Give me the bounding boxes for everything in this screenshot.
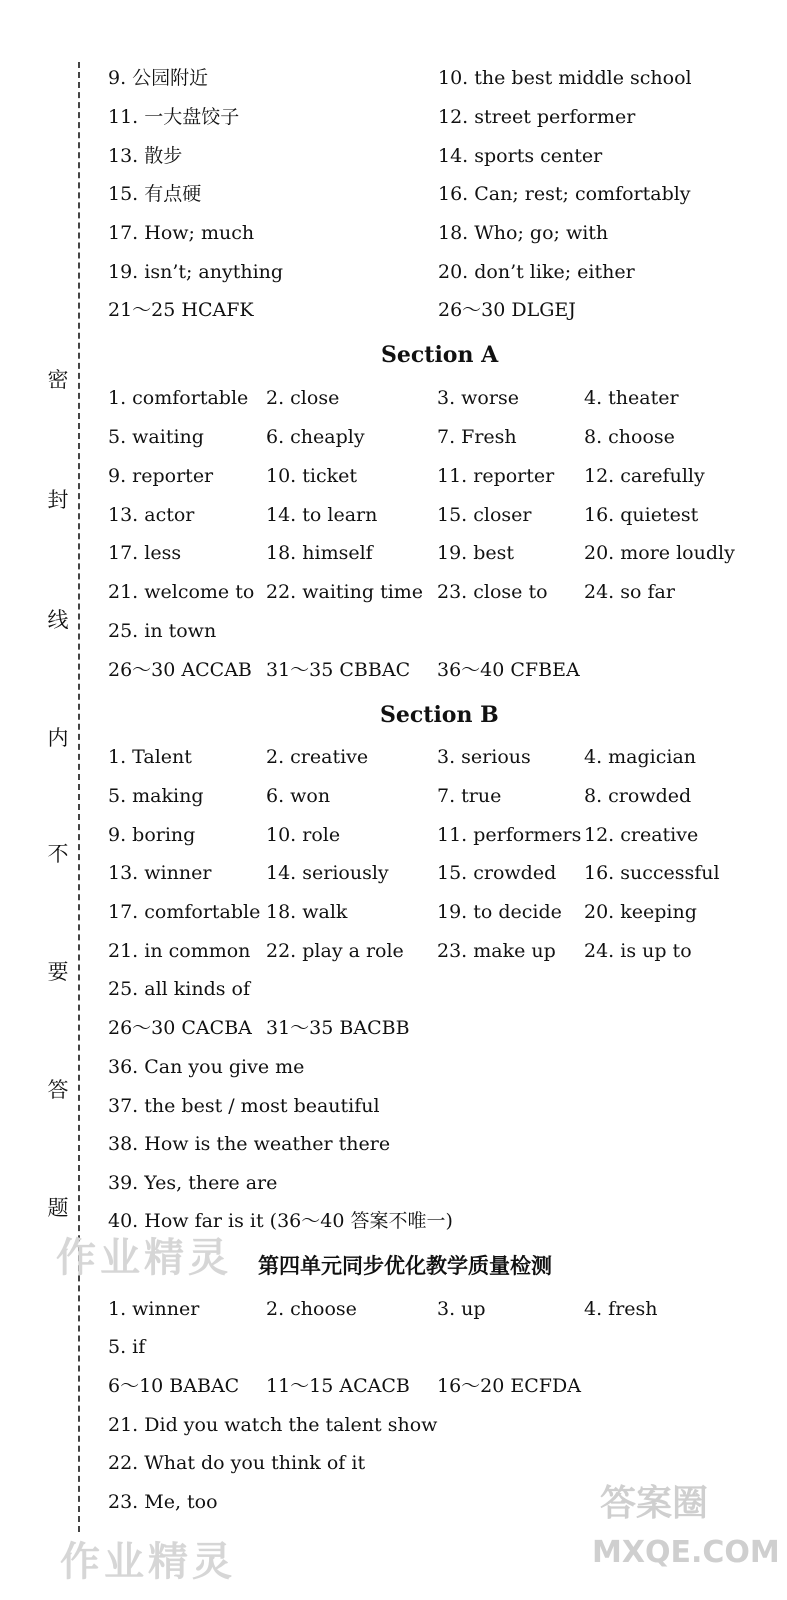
answer-item: 13. actor: [108, 504, 195, 526]
answer-item: 6. cheaply: [266, 426, 365, 448]
answer-item: 26～30 DLGEJ: [438, 299, 576, 321]
answer-item: 5. if: [108, 1336, 146, 1358]
watermark: 作业精灵: [56, 1235, 232, 1281]
answer-item: 9. boring: [108, 824, 196, 846]
section-a-heading: Section A: [381, 342, 499, 368]
answer-item: 31～35 CBBAC: [266, 659, 411, 681]
answer-item: 24. is up to: [584, 940, 692, 962]
answer-item: 18. walk: [266, 901, 348, 923]
answer-item: 6～10 BABAC: [108, 1375, 240, 1397]
section-b-heading: Section B: [380, 702, 499, 728]
answer-item: 10. the best middle school: [438, 67, 692, 89]
answer-item: 23. Me, too: [108, 1491, 218, 1513]
answer-item: 15. 有点硬: [108, 183, 202, 205]
answer-item: 15. closer: [437, 504, 532, 526]
answer-item: 37. the best / most beautiful: [108, 1095, 380, 1117]
answer-item: 1. Talent: [108, 746, 192, 768]
answer-item: 5. waiting: [108, 426, 204, 448]
answer-item: 12. carefully: [584, 465, 705, 487]
answer-item: 22. waiting time: [266, 581, 424, 603]
answer-item: 7. Fresh: [437, 426, 517, 448]
answer-item: 15. crowded: [437, 862, 557, 884]
answer-item: 13. winner: [108, 862, 212, 884]
seal-char: 答: [47, 1078, 69, 1102]
answer-item: 3. worse: [437, 387, 519, 409]
answer-item: 6. won: [266, 785, 331, 807]
answer-item: 5. making: [108, 785, 204, 807]
answer-item: 4. magician: [584, 746, 697, 768]
answer-item: 11. performers: [437, 824, 582, 846]
answer-item: 16. successful: [584, 862, 720, 884]
answer-item: 39. Yes, there are: [108, 1172, 278, 1194]
answer-item: 19. isn’t; anything: [108, 261, 284, 283]
answer-item: 4. fresh: [584, 1298, 658, 1320]
answer-item: 19. to decide: [437, 901, 562, 923]
answer-item: 16～20 ECFDA: [437, 1375, 581, 1397]
seal-char: 内: [47, 726, 69, 750]
answer-item: 8. crowded: [584, 785, 692, 807]
answer-item: 16. Can; rest; comfortably: [438, 183, 691, 205]
answer-item: 25. in town: [108, 620, 217, 642]
answer-item: 16. quietest: [584, 504, 699, 526]
seal-char: 线: [47, 608, 69, 632]
answer-item: 13. 散步: [108, 145, 183, 167]
answer-item: 17. How; much: [108, 222, 255, 244]
answer-item: 36. Can you give me: [108, 1056, 305, 1078]
answer-item: 2. choose: [266, 1298, 357, 1320]
answer-item: 22. play a role: [266, 940, 404, 962]
seal-char: 封: [47, 488, 69, 512]
answer-item: 22. What do you think of it: [108, 1452, 366, 1474]
answer-item: 17. less: [108, 542, 182, 564]
answer-item: 36～40 CFBEA: [437, 659, 580, 681]
answer-item: 1. comfortable: [108, 387, 249, 409]
answer-item: 14. seriously: [266, 862, 389, 884]
answer-item: 12. street performer: [438, 106, 636, 128]
answer-item: 19. best: [437, 542, 515, 564]
answer-item: 8. choose: [584, 426, 675, 448]
seal-char: 密: [47, 368, 69, 392]
answer-item: 9. 公园附近: [108, 67, 209, 89]
answer-item: 23. close to: [437, 581, 548, 603]
answer-item: 10. role: [266, 824, 341, 846]
answer-item: 40. How far is it (36～40 答案不唯一): [108, 1210, 453, 1232]
seal-char: 要: [47, 960, 69, 984]
answer-item: 10. ticket: [266, 465, 358, 487]
answer-item: 26～30 ACCAB: [108, 659, 252, 681]
answer-item: 21. welcome to: [108, 581, 255, 603]
answer-item: 21. Did you watch the talent show: [108, 1414, 438, 1436]
answer-item: 11. reporter: [437, 465, 555, 487]
seal-char: 题: [47, 1196, 69, 1220]
answer-item: 20. don’t like; either: [438, 261, 635, 283]
answer-item: 9. reporter: [108, 465, 214, 487]
answer-item: 20. more loudly: [584, 542, 735, 564]
answer-item: 1. winner: [108, 1298, 200, 1320]
answer-item: 11～15 ACACB: [266, 1375, 410, 1397]
unit-4-heading: 第四单元同步优化教学质量检测: [258, 1254, 552, 1278]
answer-item: 18. Who; go; with: [438, 222, 609, 244]
answer-item: 21～25 HCAFK: [108, 299, 254, 321]
seal-line: [78, 62, 80, 1532]
answer-item: 18. himself: [266, 542, 373, 564]
answer-item: 31～35 BACBB: [266, 1017, 410, 1039]
answer-item: 26～30 CACBA: [108, 1017, 252, 1039]
answer-item: 2. creative: [266, 746, 369, 768]
answer-item: 21. in common: [108, 940, 251, 962]
answer-item: 17. comfortable: [108, 901, 261, 923]
answer-item: 3. up: [437, 1298, 486, 1320]
answer-item: 4. theater: [584, 387, 679, 409]
answer-item: 2. close: [266, 387, 340, 409]
answer-item: 12. creative: [584, 824, 699, 846]
answer-item: 14. sports center: [438, 145, 603, 167]
answer-item: 20. keeping: [584, 901, 697, 923]
answer-item: 14. to learn: [266, 504, 378, 526]
answer-item: 7. true: [437, 785, 502, 807]
answer-item: 25. all kinds of: [108, 978, 251, 1000]
seal-char: 不: [47, 842, 69, 866]
answer-item: 38. How is the weather there: [108, 1133, 391, 1155]
watermark: 作业精灵: [60, 1539, 236, 1585]
answer-item: 24. so far: [584, 581, 675, 603]
watermark-logo: 答案圈: [600, 1483, 709, 1524]
answer-item: 23. make up: [437, 940, 556, 962]
watermark-url: MXQE.COM: [592, 1535, 780, 1570]
answer-item: 3. serious: [437, 746, 531, 768]
answer-item: 11. 一大盘饺子: [108, 106, 240, 128]
